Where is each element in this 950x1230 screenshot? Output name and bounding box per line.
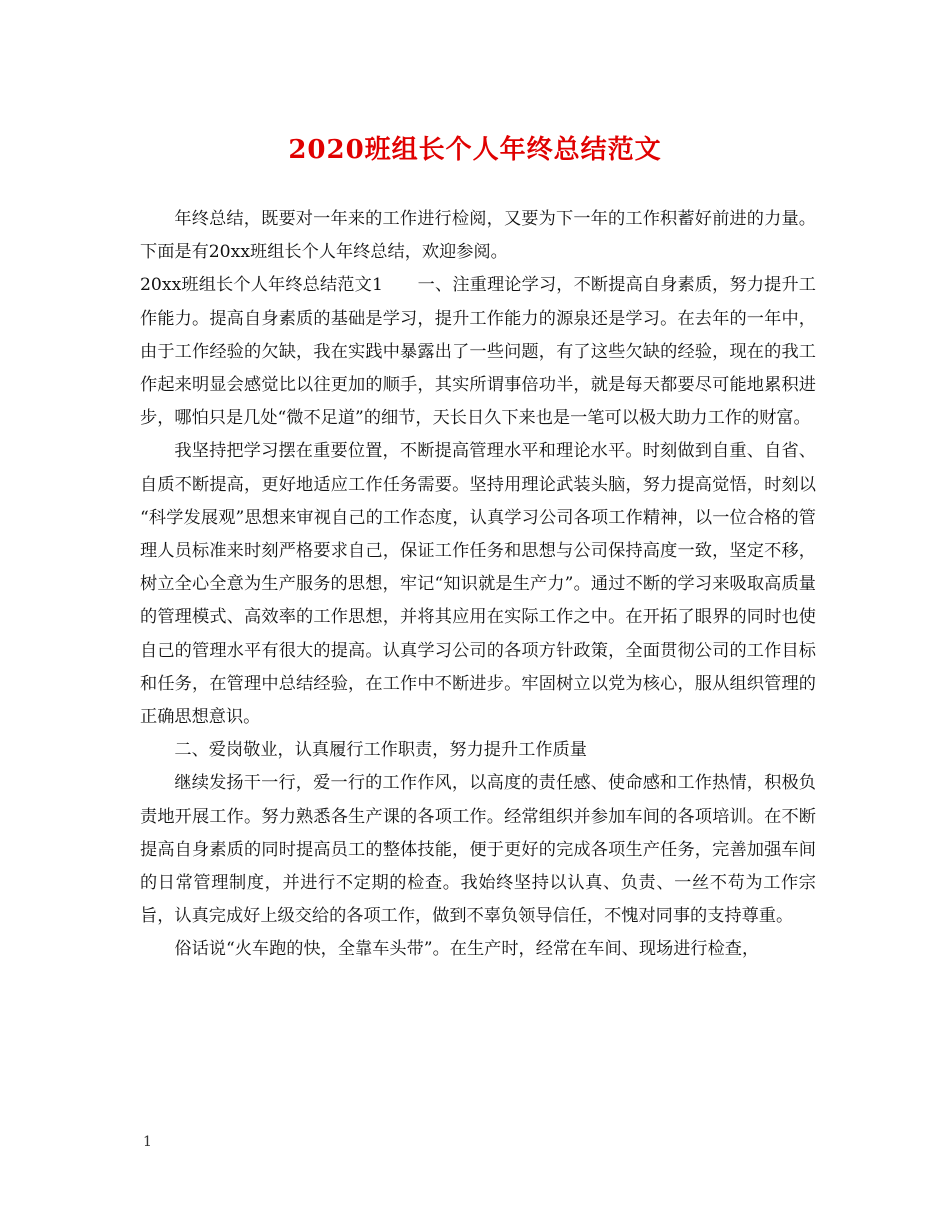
document-title: 2020班组长个人年终总结范文 <box>288 135 662 165</box>
document-body <box>140 203 816 967</box>
paragraph-study: 我坚持把学习摆在重要位置，不断提高管理水平和理论水平。时刻做到自重、自省、自质不断提高，更好地适应工作任务需要。坚持用理论武装头脑，努力提高觉悟，时刻以 “科学发展观”思想来审视自己的工作态度，认真学习公司各项工作精神，以一位合格的管理人员标准来时刻严格要求自己，保证工作任务和思想与公司保持高度一致，坚定不移，树立全心全意为生产服务的思想，牢记“知识就是生产力”。通过不断的学习来吸取高质量的管理模式、高效率的工作思想，并将其应用在实际工作之中。在开拓了眼界的同时也使自己的管理水平有很大的提高。认真学习公司的各项方针政策，全面贯彻公司的工作目标和任务，在管理中总结经验，在工作中不断进步。牢固树立以党为核心，服从组织管理的正确思想意识。 <box>140 441 816 728</box>
paragraph-proverb: 俗话说“火车跑的快，全靠车头带”。在生产时，经常在车间、现场进行检查， <box>174 939 760 960</box>
paragraph-heading-two: 二、爱岗敬业，认真履行工作职责，努力提升工作质量 <box>174 740 587 761</box>
page-number: 1 <box>143 1134 152 1150</box>
paragraph-section-one: 20xx班组长个人年终总结范文1 一、注重理论学习，不断提高自身素质，努力提升工作能力。提高自身素质的基础是学习，提升工作能力的源泉还是学习。在去年的一年中，由于工作经验的欠缺，我在实践中暴露出了一些问题，有了这些欠缺的经验，现在的我工作起来明显会感觉比以往更加的顺手，其实所谓事倍功半，就是每天都要尽可能地累积进步，哪怕只是几处“微不足道”的细节，天长日久下来也是一笔可以极大助力工作的财富。 <box>140 275 816 429</box>
paragraph-intro: 年终总结，既要对一年来的工作进行检阅，又要为下一年的工作积蓄好前进的力量。下面是有20xx班组长个人年终总结，欢迎参阅。 <box>140 209 816 263</box>
paragraph-dedication: 继续发扬干一行，爱一行的工作作风，以高度的责任感、使命感和工作热情，积极负责地开展工作。努力熟悉各生产课的各项工作。经常组织并参加车间的各项培训。在不断提高自身素质的同时提高员工的整体技能，便于更好的完成各项生产任务，完善加强车间的日常管理制度，并进行不定期的检查。我始终坚持以认真、负责、一丝不苟为工作宗旨，认真完成好上级交给的各项工作，做到不辜负领导信任，不愧对同事的支持尊重。 <box>140 773 816 927</box>
